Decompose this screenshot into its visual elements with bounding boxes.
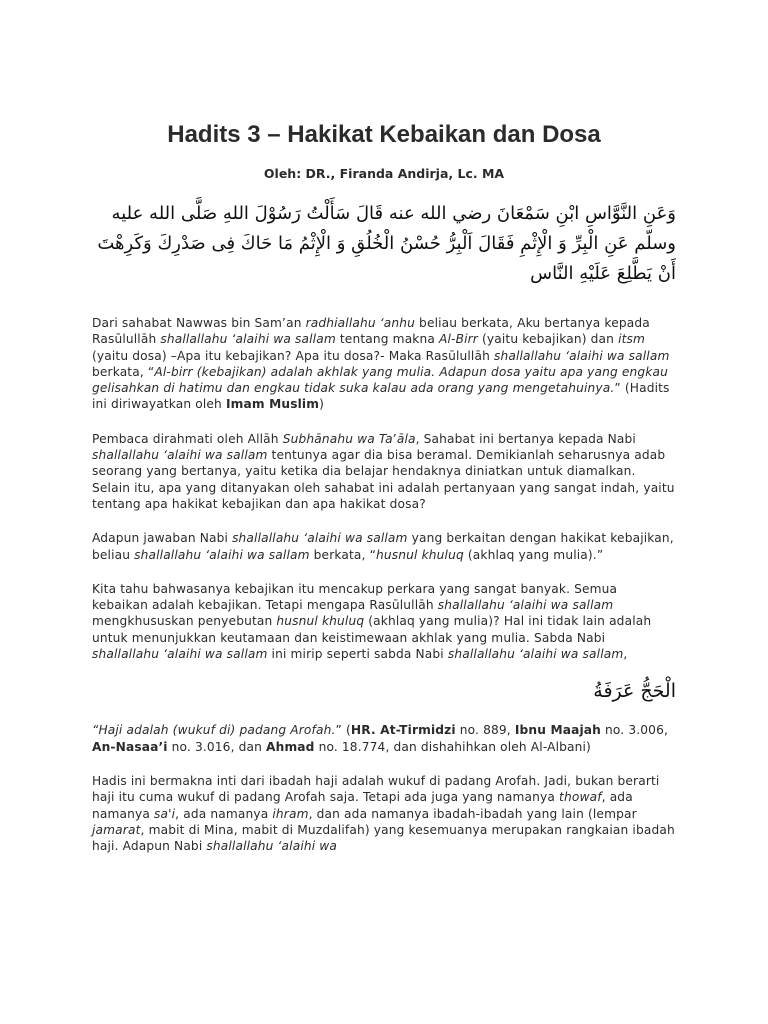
text-span: , mabit di Mina, mabit di Muzdalifah) yang kesemuanya merupakan rangkaian ibadah haji. Adapun Nabi [92, 822, 675, 854]
text-span: (akhlaq yang mulia).” [463, 547, 604, 562]
text-span: ini mirip seperti sabda Nabi [267, 647, 448, 662]
source-name: Ibnu Maajah [514, 723, 602, 738]
source-name: An-Nasaa’i [92, 739, 168, 754]
text-span: Dari sahabat Nawwas bin Sam’an [92, 316, 306, 330]
text-span-italic: ihram [272, 806, 309, 821]
text-span: , Sahabat ini bertanya kepada Nabi [415, 431, 636, 446]
text-span-italic: shallallahu ‘alaihi wa sallam [493, 348, 670, 363]
text-span: ) [319, 397, 325, 412]
text-span-italic: jamarat [92, 822, 141, 837]
paragraph-4 [92, 581, 676, 662]
text-span: , ada namanya [175, 806, 273, 821]
author-line: Oleh: DR., Firanda Andirja, Lc. MA [263, 166, 505, 181]
text-span-italic: sa'i [154, 806, 176, 821]
text-span-italic: husnul khuluq [376, 547, 464, 562]
text-span: , [623, 647, 628, 662]
text-span: ” (Hadits ini diriwayatkan oleh [92, 381, 670, 412]
text-span: beliau berkata, Aku bertanya kepada Rasūlullāh [92, 316, 650, 347]
text-span-italic: husnul khuluq [276, 614, 365, 629]
text-span: no. 3.006, [601, 723, 669, 738]
arabic-short-hadith: الْحَجُّ عَرَفَةُ [593, 680, 676, 703]
text-span: tentunya agar dia bisa beramal. Demikianlah seharusnya adab seorang yang bertanya, yaitu ketika dia belajar hendaknya diniatkan untuk diamalkan. Selain itu, apa yang ditanyakan oleh sahabat ini adalah pertanyaan yang sangat indah, yaitu tentang apa hakikat kebajikan dan apa hakikat dosa? [92, 448, 675, 511]
text-span-italic: Al-Birr [439, 332, 478, 347]
text-span: yang berkaitan dengan hakikat kebajikan, beliau [92, 531, 674, 562]
arabic-hadith-text: وَعَنِ النَّوَّاسِ ابْنِ سَمْعَانَ رضي الله عنه قَالَ سَأَلْتُ رَسُوْلَ اللهِ صَلَّى الله عليه وسلّم عَنِ الْبِرِّ وَ الْإِثْمِ فَقَالَ اَلْبِرُّ حُسْنُ الْخُلُقِ وَ الْإِثْمُ مَا حَاكَ فِى صَدْرِكَ وَكَرِهْتَ أَنْ يَطَّلِعَ عَلَيْهِ النَّاس [97, 203, 676, 284]
text-span-italic: shallallahu ‘alaihi wa [206, 839, 338, 854]
narrator-name: Imam Muslim [225, 397, 320, 412]
text-span-italic: shallallahu ‘alaihi wa sallam [160, 332, 336, 347]
text-span-italic: shallallahu ‘alaihi wa sallam [92, 647, 268, 662]
text-span-italic: Subhānahu wa Taʼāla [282, 431, 416, 446]
text-span: no. 18.774, dan dishahihkan oleh Al-Albani) [314, 739, 591, 754]
text-span-italic: shallallahu ‘alaihi wa sallam [447, 647, 624, 662]
text-span: no. 889, [455, 723, 515, 738]
text-span-italic: shallallahu ‘alaihi wa sallam [437, 598, 614, 613]
hadith-translation: “Haji adalah (wukuf di) padang Arofah. [92, 723, 336, 738]
text-span-italic: radhiallahu ‘anhu [305, 316, 416, 330]
text-span-italic: thowaf [559, 790, 602, 805]
paragraph-3 [92, 530, 676, 563]
paragraph-2 [92, 431, 676, 512]
text-span: Pembaca dirahmati oleh Allāh [92, 431, 283, 446]
text-span: , dan ada namanya ibadah-ibadah yang lain (lempar [308, 806, 637, 821]
page-title: Hadits 3 – Hakikat Kebaikan dan Dosa [167, 121, 601, 148]
text-span: , ada namanya [92, 790, 633, 821]
text-span: ” ( [335, 723, 351, 738]
text-span: Adapun jawaban Nabi [92, 531, 233, 546]
text-span: berkata, “ [309, 547, 377, 562]
text-span: (yaitu dosa) –Apa itu kebajikan? Apa itu dosa?- Maka Rasūlullāh [92, 348, 494, 363]
text-span-italic: shallallahu ‘alaihi wa sallam [232, 531, 408, 546]
text-span: (akhlaq yang mulia)? Hal ini tidak lain adalah untuk menunjukkan keutamaan dan keistimewaan akhlak yang mulia. Sabda Nabi [92, 614, 652, 645]
text-span: no. 3.016, dan [167, 739, 267, 754]
text-span: berkata, “ [92, 364, 155, 379]
text-span: tentang makna [335, 332, 440, 347]
text-span: Kita tahu bahwasanya kebajikan itu mencakup perkara yang sangat banyak. Semua kebaikan adalah kebajikan. Tetapi mengapa Rasūlullāh [92, 581, 618, 613]
paragraph-6 [92, 773, 676, 854]
text-span-italic: itsm [618, 332, 646, 347]
hadith-translation: Al-birr (kebajikan) adalah akhlak yang mulia. Adapun dosa yaitu apa yang engkau gelisahkan di hatimu dan engkau tidak suka kalau ada orang yang mengetahuinya. [92, 364, 668, 396]
source-name: HR. At-Tirmidzi [350, 723, 456, 738]
text-span: Hadis ini bermakna inti dari ibadah haji adalah wukuf di padang Arofah. Jadi, bukan berarti haji itu cuma wukuf di padang Arofah saja. Tetapi ada juga yang namanya [92, 773, 660, 805]
text-span: (yaitu kebajikan) dan [477, 332, 619, 347]
paragraph-1 [92, 315, 676, 413]
text-span-italic: shallallahu ‘alaihi wa sallam [134, 547, 310, 562]
text-span: mengkhususkan penyebutan [92, 614, 277, 629]
text-span-italic: shallallahu ‘alaihi wa sallam [92, 448, 268, 463]
paragraph-5 [92, 722, 676, 755]
source-name: Ahmad [266, 739, 315, 754]
